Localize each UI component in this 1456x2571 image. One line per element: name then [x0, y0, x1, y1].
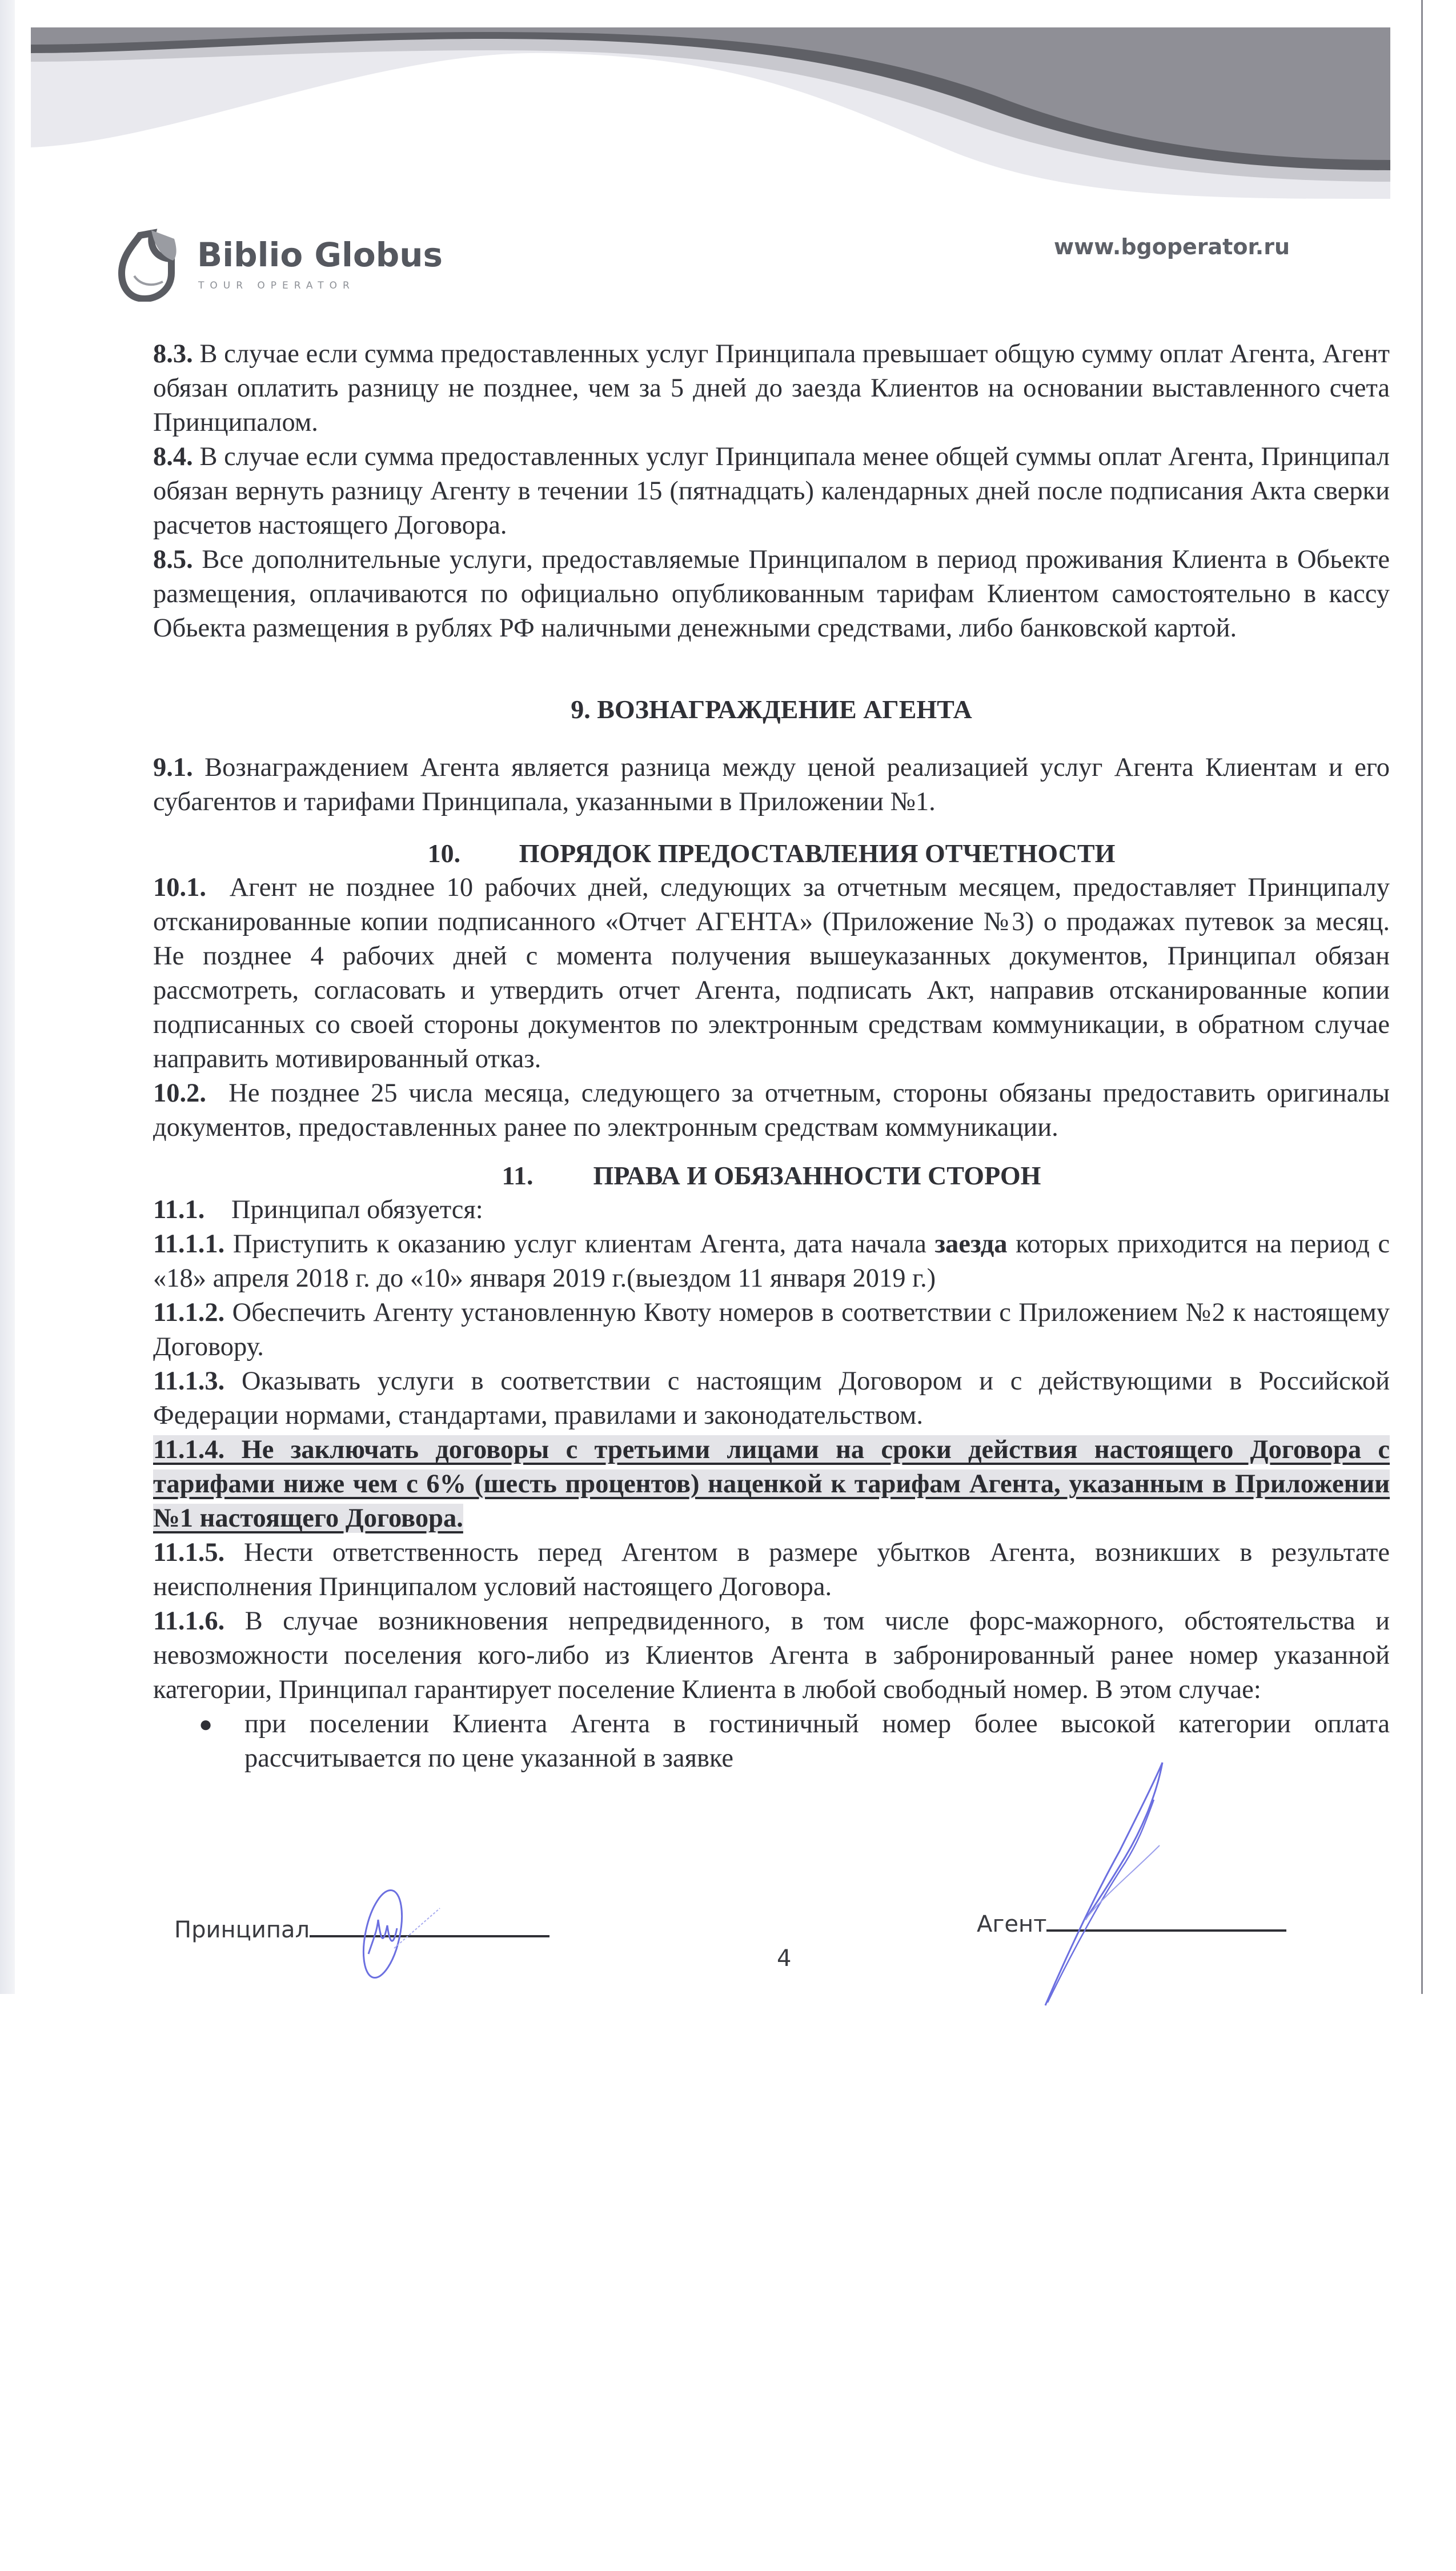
agent-signature-field	[977, 1911, 1286, 1937]
section-heading-10	[153, 836, 1390, 871]
clause-11-1-4	[153, 1433, 1390, 1536]
clause-number: 10.1.	[153, 873, 206, 902]
clause-11-1-1	[153, 1227, 1390, 1296]
highlighted-clause-text: 11.1.4. Не заключать договоры с третьими лицами на сроки действия настоящего Договора с тарифами ниже чем с 6% (шесть процентов) наценкой к тарифам Агента, указанным в Приложении №1 настоящего Договора.	[153, 1435, 1390, 1533]
clause-11-1-2	[153, 1296, 1390, 1364]
section-heading-9: 9. ВОЗНАГРАЖДЕНИЕ АГЕНТА	[571, 695, 972, 724]
clause-11-1	[153, 1193, 1390, 1227]
logo-name: Biblio Globus	[197, 235, 443, 274]
logo-subtitle: TOUR OPERATOR	[198, 280, 355, 291]
clause-number: 11.1.3.	[153, 1367, 225, 1396]
section-number: 10.	[427, 839, 461, 868]
clause-number: 8.5.	[153, 545, 193, 574]
clause-text: Вознаграждением Агента является разница между ценой реализацией услуг Агента Клиентам и его субагентов и тарифами Принципала, указанными в Приложении №1.	[153, 753, 1390, 816]
clause-text: Принципал обязуется:	[204, 1195, 483, 1224]
clause-text: которых приходится на период с «18» апреля 2018 г. до «10» января 2019 г.(выездом 11 января 2019 г.)	[153, 1230, 1390, 1293]
clause-11-1-6	[153, 1604, 1390, 1707]
bullet-item	[199, 1707, 1390, 1776]
bullet-text: при поселении Клиента Агента в гостиничный номер более высокой категории оплата рассчитывается по цене указанной в заявке	[244, 1709, 1390, 1773]
clause-number: 11.1.5.	[153, 1538, 225, 1567]
clause-text: Агент не позднее 10 рабочих дней, следующих за отчетным месяцем, предоставляет Принципалу отсканированные копии подписанного «Отчет АГЕНТА» (Приложение №3) о продажах путевок за месяц. Не позднее 4 рабочих дней с момента получения вышеуказанных документов, Принципал обязан рассмотреть, согласовать и утвердить отчет Агента, подписать Акт, направив отсканированные копии подписанных со своей стороны документов по электронным средствам коммуникации, в обратном случае направить мотивированный отказ.	[153, 873, 1397, 1074]
principal-signature-field	[174, 1917, 549, 1943]
section-number: 11.	[502, 1161, 534, 1190]
clause-number: 8.3.	[153, 339, 193, 369]
clause-9-1	[153, 751, 1390, 819]
clause-number: 11.1.6.	[153, 1607, 225, 1636]
section-title: ПРАВА И ОБЯЗАННОСТИ СТОРОН	[593, 1161, 1041, 1190]
clause-number: 9.1.	[153, 753, 193, 782]
clause-text: Обеспечить Агенту установленную Квоту номеров в соответствии с Приложением №2 к настоящему Договору.	[153, 1298, 1390, 1361]
clause-number: 11.1.	[153, 1195, 205, 1224]
header-wave-banner	[31, 27, 1390, 199]
clause-8-5	[153, 543, 1390, 646]
clause-number: 11.1.1.	[153, 1230, 225, 1259]
clause-text: В случае если сумма предоставленных услуг Принципала менее общей суммы оплат Агента, Принципал обязан вернуть разницу Агенту в течении 15 (пятнадцать) календарных дней после подписания Акта сверки расчетов настоящего Договора.	[153, 442, 1390, 540]
signature-line	[1046, 1929, 1286, 1932]
clause-number: 10.2.	[153, 1079, 206, 1108]
principal-label: Принципал	[174, 1917, 310, 1943]
clause-bold-word: заезда	[934, 1230, 1008, 1259]
agent-label: Агент	[977, 1911, 1047, 1937]
signature-line	[310, 1935, 549, 1937]
clause-11-1-3	[153, 1364, 1390, 1433]
clause-text: Все дополнительные услуги, предоставляемые Принципалом в период проживания Клиента в Обьекте размещения, оплачиваются по официально опубликованным тарифам Клиентом самостоятельно в кассу Обьекта размещения в рублях РФ наличными денежными средствами, либо банковской картой.	[153, 545, 1390, 643]
clause-number: 8.4.	[153, 442, 193, 471]
clause-text: Нести ответственность перед Агентом в размере убытков Агента, возникших в результате неисполнения Принципалом условий настоящего Договора.	[153, 1538, 1390, 1601]
website-url: www.bgoperator.ru	[1054, 234, 1290, 259]
clause-text: В случае если сумма предоставленных услуг Принципала превышает общую сумму оплат Агента, Агент обязан оплатить разницу не позднее, чем за 5 дней до заезда Клиентов на основании выставленного счета Принципалом.	[153, 339, 1390, 437]
section-title: ПОРЯДОК ПРЕДОСТАВЛЕНИЯ ОТЧЕТНОСТИ	[519, 839, 1116, 868]
page-number: 4	[777, 1945, 792, 1972]
clause-text: Не позднее 25 числа месяца, следующего за отчетным, стороны обязаны предоставить оригиналы документов, предоставленных ранее по электронным средствам коммуникации.	[153, 1079, 1397, 1142]
clause-text: Приступить к оказанию услуг клиентам Агента, дата начала	[224, 1230, 935, 1259]
bullet-icon: ●	[199, 1711, 213, 1737]
clause-8-3	[153, 337, 1390, 440]
clause-text: В случае возникновения непредвиденного, в том числе форс-мажорного, обстоятельства и невозможности поселения кого-либо из Клиентов Агента в забронированный ранее номер указанной категории, Принципал гарантирует поселение Клиента в любой свободный номер. В этом случае:	[153, 1607, 1390, 1704]
clause-number: 11.1.2.	[153, 1298, 225, 1327]
document-body	[153, 337, 1397, 1776]
company-logo	[117, 227, 460, 302]
clause-10-2	[153, 1076, 1397, 1145]
clause-11-1-5	[153, 1536, 1390, 1604]
scan-left-edge	[0, 0, 15, 1994]
biblio-globus-logo-icon	[117, 227, 180, 302]
clause-text: Оказывать услуги в соответствии с настоящим Договором и с действующими в Российской Федерации нормами, стандартами, правилами и законодательством.	[153, 1367, 1390, 1430]
clause-10-1	[153, 871, 1397, 1076]
section-heading-11	[153, 1159, 1390, 1193]
clause-8-4	[153, 440, 1390, 543]
